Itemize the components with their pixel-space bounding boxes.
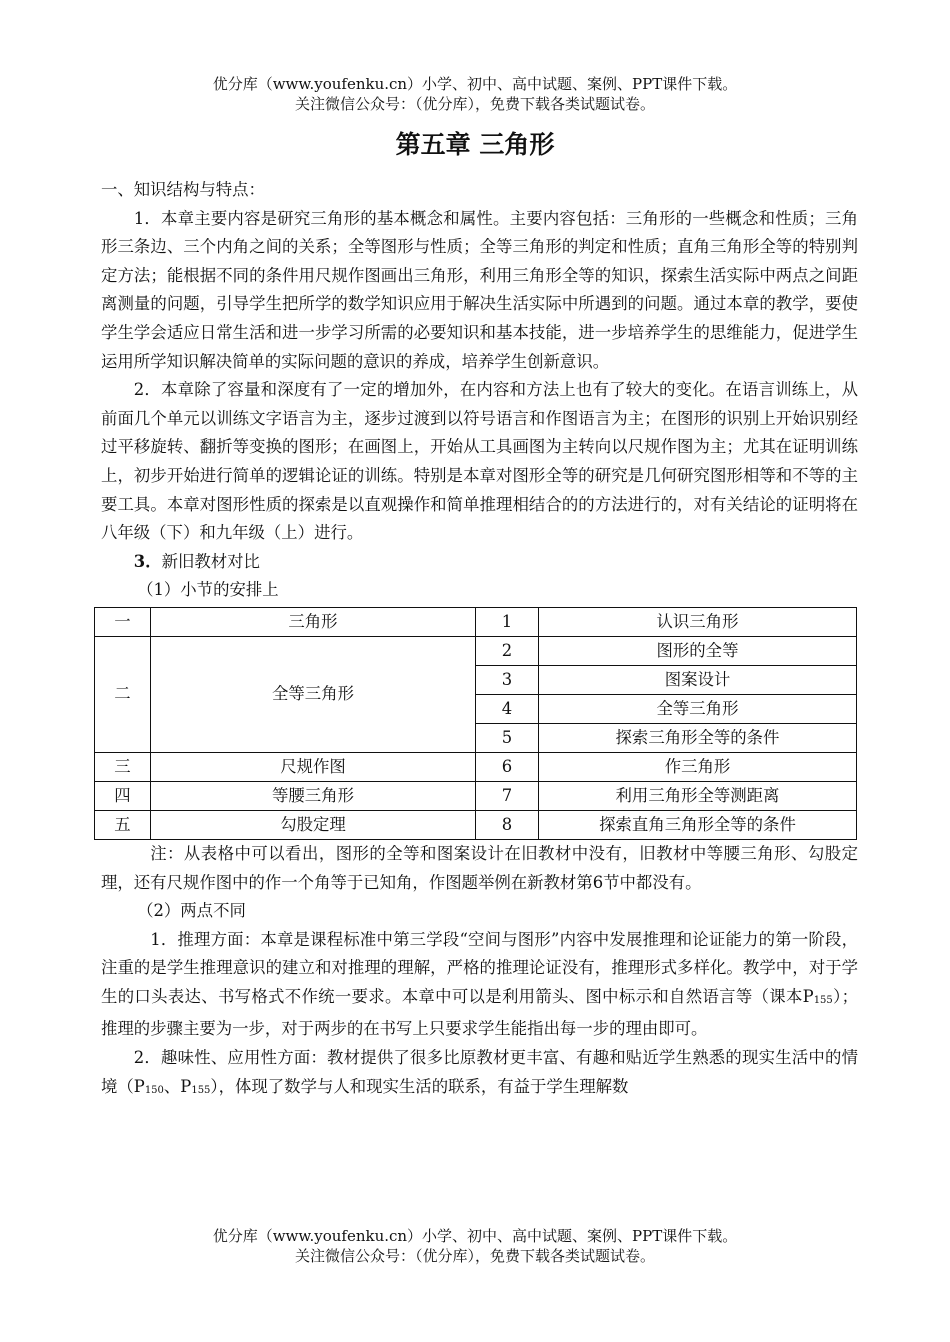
page-footer: [0, 1226, 950, 1266]
section-table: [94, 607, 857, 840]
document-body: [101, 176, 858, 1105]
section-title: 图案设计: [539, 665, 857, 694]
chapter-title: 第五章 三角形: [395, 130, 555, 159]
paragraph-text: 1．推理方面：本章是课程标准中第三学段“空间与图形”内容中发展推理和论证能力的第一阶段，注重的是学生推理意识的建立和对推理的理解，严格的推理论证没有，推理形式多样化。教学中，对于学生的口头表达、书写格式不作统一要求。本章中可以是利用箭头、图中标示和自然语言等（课本P: [101, 929, 858, 1006]
chapter-label: 三: [95, 752, 151, 781]
header-line-2: 关注微信公众号：（优分库），免费下载各类试题试卷。: [294, 95, 655, 113]
table-row: [95, 781, 857, 810]
footer-line-2: 关注微信公众号：（优分库），免费下载各类试题试卷。: [294, 1247, 655, 1265]
chapter-label: 二: [95, 636, 151, 752]
section-title: 利用三角形全等测距离: [539, 781, 857, 810]
chapter-name: 尺规作图: [151, 752, 476, 781]
section-title: 认识三角形: [539, 607, 857, 636]
table-row: [95, 636, 857, 665]
section-title: 探索三角形全等的条件: [539, 723, 857, 752]
item-3-heading: [101, 548, 858, 577]
chapter-label: 一: [95, 607, 151, 636]
section-number: 3: [476, 665, 539, 694]
table-row: [95, 752, 857, 781]
section-title: 探索直角三角形全等的条件: [539, 810, 857, 839]
paragraph-text: ）；推理的步骤主要为一步，对于两步的在书写上只要求学生能指出每一步的理由即可。: [101, 986, 858, 1039]
subheading-1: （1）小节的安排上: [137, 580, 279, 600]
section-title: 图形的全等: [539, 636, 857, 665]
chapter-label: 五: [95, 810, 151, 839]
chapter-name: 等腰三角形: [151, 781, 476, 810]
section-number: 8: [476, 810, 539, 839]
paragraph-interest: [101, 1044, 858, 1105]
chapter-name: 勾股定理: [151, 810, 476, 839]
subheading-2: （2）两点不同: [137, 901, 246, 921]
chapter-label: 四: [95, 781, 151, 810]
table-row: [95, 607, 857, 636]
section-number: 5: [476, 723, 539, 752]
footer-line-1: 优分库（www.youfenku.cn）小学、初中、高中试题、案例、PPT课件下载。: [212, 1227, 738, 1245]
paragraph-2: 2．本章除了容量和深度有了一定的增加外，在内容和方法上也有了较大的变化。在语言训练上，从前面几个单元以训练文字语言为主，逐步过渡到以符号语言和作图语言为主；在图形的识别上开始识别经过平移旋转、翻折等变换的图形；在画图上，开始从工具画图为主转向以尺规作图为主；尤其在证明训练上，初步开始进行简单的逻辑论证的训练。特别是本章对图形全等的研究是几何研究图形相等和不等的主要工具。本章对图形性质的探索是以直观操作和简单推理相结合的的方法进行的，对有关结论的证明将在八年级（下）和九年级（上）进行。: [101, 380, 858, 543]
item-3-text: 新旧教材对比: [161, 551, 260, 571]
section-number: 2: [476, 636, 539, 665]
page-ref: 150: [144, 1084, 164, 1096]
table-row: [95, 810, 857, 839]
section-title: 作三角形: [539, 752, 857, 781]
paragraph-reasoning: [101, 926, 858, 1044]
section-number: 6: [476, 752, 539, 781]
page-ref: 155: [813, 994, 833, 1006]
paragraph-text: 2．趣味性、应用性方面：教材提供了很多比原教材更丰富、有趣和贴近学生熟悉的现实生活中的情境（P: [101, 1048, 858, 1096]
section-number: 1: [476, 607, 539, 636]
page-ref: 155: [191, 1084, 211, 1096]
paragraph-1: 1．本章主要内容是研究三角形的基本概念和属性。主要内容包括：三角形的一些概念和性质；三角形三条边、三个内角之间的关系；全等图形与性质；全等三角形的判定和性质；直角三角形全等的特别判定方法；能根据不同的条件用尺规作图画出三角形，利用三角形全等的知识，探索生活实际中两点之间距离测量的问题，引导学生把所学的数学知识应用于解决生活实际中所遇到的问题。通过本章的教学，要使学生学会适应日常生活和进一步学习所需的必要知识和基本技能，进一步培养学生的思维能力，促进学生运用所学知识解决简单的实际问题的意识的养成，培养学生创新意识。: [101, 208, 858, 371]
item-3-number: 3．: [133, 551, 162, 571]
section-number: 4: [476, 694, 539, 723]
chapter-name: 三角形: [151, 607, 476, 636]
table-note: 注：从表格中可以看出，图形的全等和图案设计在旧教材中没有，旧教材中等腰三角形、勾股定理，还有尺规作图中的作一个角等于已知角，作图题举例在新教材第6节中都没有。: [101, 843, 858, 892]
section-number: 7: [476, 781, 539, 810]
section-heading: 一、知识结构与特点：: [101, 180, 265, 199]
section-title: 全等三角形: [539, 694, 857, 723]
page-header: [0, 74, 950, 114]
separator: 、P: [163, 1076, 192, 1096]
paragraph-text: ），体现了数学与人和现实生活的联系，有益于学生理解数: [210, 1076, 629, 1096]
header-line-1: 优分库（www.youfenku.cn）小学、初中、高中试题、案例、PPT课件下载。: [212, 75, 738, 93]
chapter-name: 全等三角形: [151, 636, 476, 752]
